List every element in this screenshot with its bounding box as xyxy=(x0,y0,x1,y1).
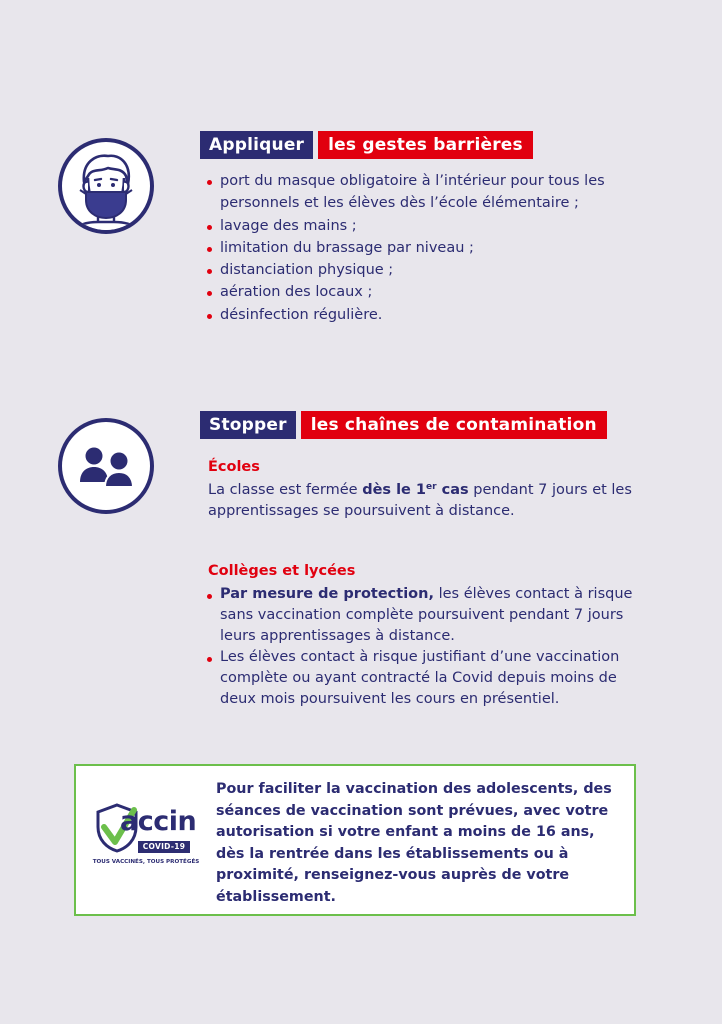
section1-title-left: Appliquer xyxy=(200,131,313,159)
colleges-list xyxy=(206,584,656,710)
vaccin-logo-tagline: TOUS VACCINÉS, TOUS PROTÉGÉS xyxy=(92,859,200,865)
list-item: limitation du brassage par niveau ; xyxy=(206,237,666,259)
ecoles-heading: Écoles xyxy=(208,459,260,475)
vaccination-box xyxy=(74,764,636,916)
ecoles-text: La classe est fermée dès le 1er cas pendant 7 jours et les apprentissages se poursuivent à distance. xyxy=(208,482,632,519)
list-item: port du masque obligatoire à l’intérieur pour tous les personnels et les élèves dès l’école élémentaire ; xyxy=(206,170,666,215)
vaccin-logo-covid: COVID-19 xyxy=(138,841,190,853)
section2-title-right: les chaînes de contamination xyxy=(301,411,607,439)
vaccin-logo-word: accin xyxy=(120,806,197,837)
vaccin-logo xyxy=(90,802,202,876)
gestes-list xyxy=(206,170,666,326)
list-item: Par mesure de protection, les élèves contact à risque sans vaccination complète poursuivent pendant 7 jours leurs apprentissages à distance. xyxy=(206,584,656,647)
vaccination-text: Pour faciliter la vaccination des adolescents, des séances de vaccination sont prévues, avec votre autorisation si votre enfant a moins de 16 ans, dès la rentrée dans les établissements ou à proximité, renseignez-vous auprès de votre établissement. xyxy=(216,781,612,905)
colleges-heading: Collèges et lycées xyxy=(208,563,356,579)
people-icon xyxy=(58,418,154,514)
list-item: Les élèves contact à risque justifiant d’une vaccination complète ou ayant contracté la Covid depuis moins de deux mois poursuivent les cours en présentiel. xyxy=(206,647,656,710)
masked-face-icon xyxy=(58,138,154,234)
section2-title xyxy=(200,411,607,439)
section2-title-left: Stopper xyxy=(200,411,296,439)
list-item: distanciation physique ; xyxy=(206,259,666,281)
list-item: désinfection régulière. xyxy=(206,304,666,326)
section1-title-right: les gestes barrières xyxy=(318,131,533,159)
list-item: lavage des mains ; xyxy=(206,215,666,237)
section1-title xyxy=(200,131,533,159)
list-item: aération des locaux ; xyxy=(206,281,666,303)
